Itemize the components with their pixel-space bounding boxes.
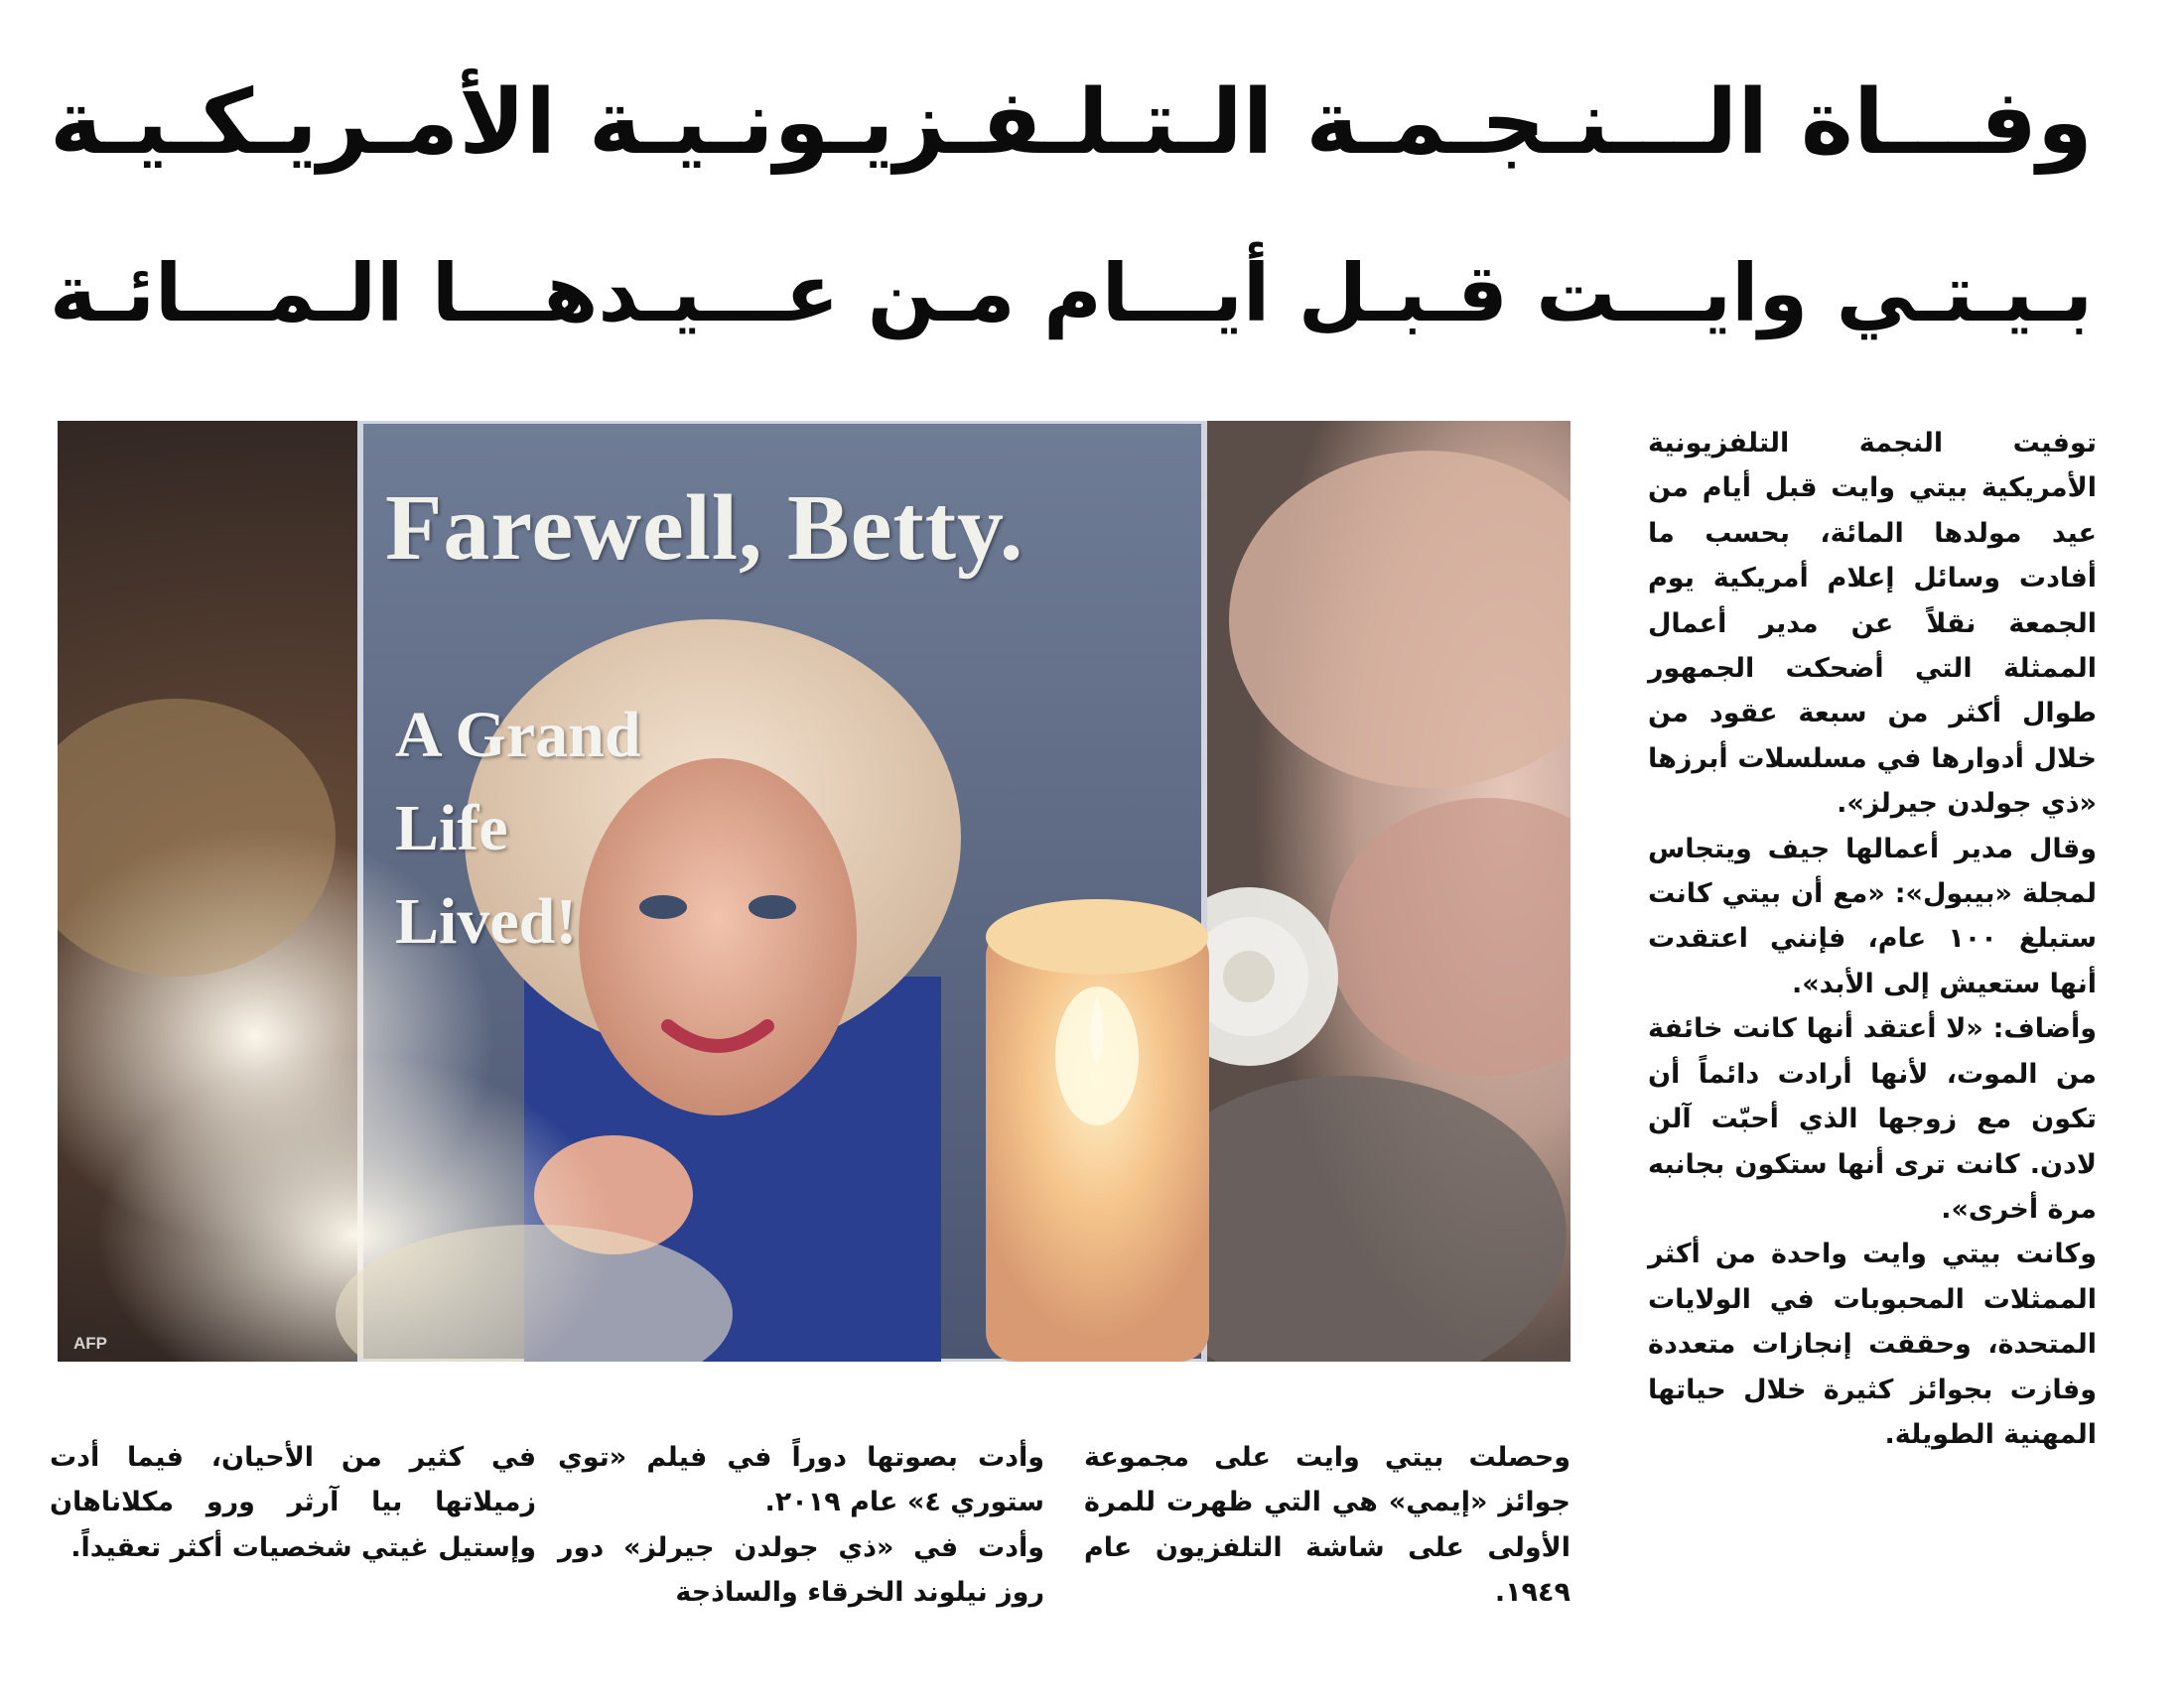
article-paragraph: وأدت في «ذي جولدن جيرلز» دور روز نيلوند الخرقاء والساذجة (558, 1531, 1044, 1609)
article-paragraph: وحصلت بيتي وايت على مجموعة جوائز «إيمي» هي التي ظهرت للمرة الأولى على شاشة التلفزيون عام ١٩٤٩. (1084, 1442, 1570, 1609)
article-bottom-column-3 (50, 1435, 536, 1570)
headline-line-1: وفـــاة الـــنـجـمـة الـتـلـفـزيـونـيـة الأمـريـكـيـة (50, 70, 2093, 175)
photo-credit: AFP (73, 1334, 107, 1353)
article-paragraph: في كثير من الأحيان، فيما أدت زميلاتها بيا آرثر ورو مكلاناهان وإستيل غيتي شخصيات أكثر تعقيداً. (50, 1442, 536, 1563)
headline-line-2: بـيـتـي وايـــت قـبـل أيـــام مـن عـــيـدهـــا الـمـــائـة (50, 247, 2093, 339)
article-bottom-column-1 (1084, 1435, 1570, 1616)
article-paragraph: وكانت بيتي وايت واحدة من أكثر الممثلات المحبوبات في الولايات المتحدة، وحققت إنجازات متعددة وفازت بجوائز كثيرة خلال حياتها المهنية الطويلة. (1648, 1239, 2097, 1450)
poster-sub-line: A Grand (395, 699, 641, 771)
poster-title: Farewell, Betty. (385, 476, 1024, 580)
poster-sub-line: Life (395, 792, 508, 864)
article-paragraph: وأدت بصوتها دوراً في فيلم «توي ستوري ٤» عام ٢٠١٩. (558, 1442, 1044, 1518)
article-bottom-column-2 (558, 1435, 1044, 1616)
article-photo (58, 421, 1570, 1362)
article-right-column (1648, 421, 2097, 1457)
article-paragraph: وقال مدير أعمالها جيف ويتجاس لمجلة «بيبول»: «مع أن بيتي كانت ستبلغ ١٠٠ عام، فإنني اعتقدت أنها ستعيش إلى الأبد». (1648, 833, 2097, 999)
poster-sub-line: Lived! (395, 885, 578, 958)
article-paragraph: وأضاف: «لا أعتقد أنها كانت خائفة من الموت، لأنها أرادت دائماً أن تكون مع زوجها الذي أحبّت آلن لادن. كانت ترى أنها ستكون بجانبه مرة أخرى». (1648, 1013, 2097, 1225)
article-paragraph: توفيت النجمة التلفزيونية الأمريكية بيتي وايت قبل أيام من عيد مولدها المائة، بحسب ما أفادت وسائل إعلام أمريكية يوم الجمعة نقلاً عن مدير أعمال الممثلة التي أضحكت الجمهور طوال أكثر من سبعة عقود من خلال أدوارها في مسلسلات أبرزها «ذي جولدن جيرلز». (1648, 428, 2097, 820)
poster-subtitle (395, 689, 653, 969)
